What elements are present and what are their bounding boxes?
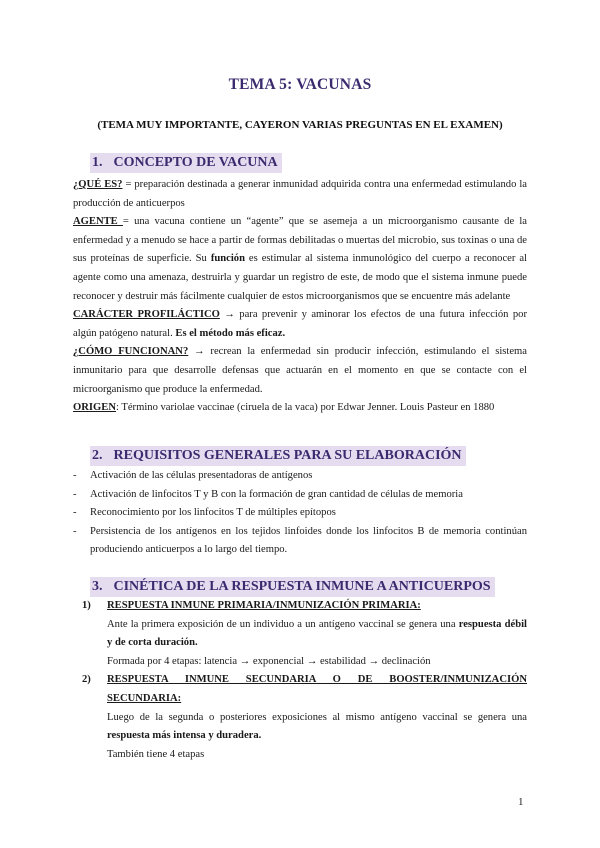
origen-text: : Término variolae vaccinae (ciruela de la vaca) por Edwar Jenner. Louis Pasteur en 1880: [115, 402, 495, 414]
section-1-body: [73, 176, 527, 418]
caracter-bold: Es el método más eficaz.: [175, 327, 286, 339]
que-es-text: = preparación destinada a generar inmunidad adquirida contra una enfermedad estimulando la producción de anticuerpos: [73, 179, 527, 209]
section-1-number: 1.: [92, 155, 103, 170]
list-item: - Reconocimiento por los linfocitos T de múltiples epítopos: [73, 504, 527, 523]
section-1-title: CONCEPTO DE VACUNA: [113, 155, 278, 170]
list-item: - Activación de las células presentadoras de antígenos: [73, 467, 527, 486]
section-2-heading: [90, 446, 466, 466]
agente-paragraph: [73, 213, 527, 306]
caracter-text: → para prevenir y aminorar los efectos de una futura infección por algún patógeno natural.: [73, 309, 527, 339]
section-3-body: [73, 597, 527, 764]
section-3-title: CINÉTICA DE LA RESPUESTA INMUNE A ANTICUERPOS: [113, 579, 491, 594]
list-item: - Persistencia de los antígenos en los tejidos linfoides donde los linfocitos B de memoria continúan produciendo anticuerpos a lo largo del tiempo.: [73, 523, 527, 560]
primaria-text-run: Ante la primera exposición de un individuo a un antígeno vaccinal se genera una: [107, 618, 459, 630]
primaria-etapas: Formada por 4 etapas: latencia → exponencial → estabilidad → declinación: [107, 655, 431, 667]
section-3-heading: [90, 577, 495, 597]
como-paragraph: [73, 343, 527, 399]
section-2-body: [73, 467, 527, 560]
requisitos-list: [73, 467, 527, 560]
section-1-heading: [90, 153, 282, 173]
secundaria-text: [107, 709, 527, 746]
list-item: - Activación de linfocitos T y B con la formación de gran cantidad de células de memoria: [73, 486, 527, 505]
section-3-number: 3.: [92, 579, 103, 594]
que-es-paragraph: [73, 176, 527, 213]
primaria-index: 1): [82, 600, 91, 611]
secundaria-text-run: Luego de la segunda o posteriores exposiciones al mismo antígeno vaccinal se genera una: [107, 711, 527, 723]
agente-label: AGENTE: [73, 216, 123, 228]
page-number: 1: [518, 796, 524, 808]
como-text: → recrean la enfermedad sin producir infección, estimulando el sistema inmunitario para que desarrolle defensas que actuarán en el momento en que se contacte con el microorganismo que produce la enfermedad.: [73, 346, 527, 395]
caracter-label: CARÁCTER PROFILÁCTICO: [73, 309, 220, 321]
secundaria-bold: respuesta más intensa y duradera.: [107, 730, 262, 742]
page-subtitle: (TEMA MUY IMPORTANTE, CAYERON VARIAS PREGUNTAS EN EL EXAMEN): [97, 119, 503, 131]
page-title: TEMA 5: VACUNAS: [228, 76, 372, 93]
primaria-heading: RESPUESTA INMUNE PRIMARIA/INMUNIZACIÓN PRIMARIA:: [107, 600, 421, 611]
primaria-item: [73, 597, 527, 671]
primaria-bold: respuesta débil y de corta duración.: [107, 618, 527, 649]
section-2-number: 2.: [92, 448, 103, 463]
agente-text: = una vacuna contiene un “agente” que se asemeja a un microorganismo causante de la enfermedad y a menudo se hace a partir de formas debilitadas o muertas del microbio, sus toxinas o una de sus proteínas de superficie. Su: [73, 216, 527, 265]
que-es-label: ¿QUÉ ES?: [73, 179, 123, 190]
como-label: ¿CÓMO FUNCIONAN?: [73, 346, 189, 358]
origen-paragraph: [73, 399, 527, 418]
funcion-bold: función: [210, 253, 245, 265]
primaria-text: [107, 616, 527, 653]
origen-label: ORIGEN: [73, 402, 116, 414]
section-2-title: REQUISITOS GENERALES PARA SU ELABORACIÓN: [113, 448, 462, 463]
agente-text-2: es estimular al sistema inmunológico del cuerpo a reconocer al agente como una amenaza, destruirla y guardar un registro de este, de modo que el sistema inmune puede reconocer y destruir más fácilmente cualquier de estos microorganismos que se encuentre más adelante: [73, 253, 528, 302]
secundaria-item: [73, 671, 527, 764]
caracter-paragraph: [73, 306, 527, 343]
secundaria-etapas: También tiene 4 etapas: [107, 748, 205, 760]
secundaria-heading: RESPUESTA INMUNE SECUNDARIA O DE BOOSTER/INMUNIZACIÓN SECUNDARIA:: [107, 674, 527, 704]
secundaria-index: 2): [82, 674, 91, 686]
